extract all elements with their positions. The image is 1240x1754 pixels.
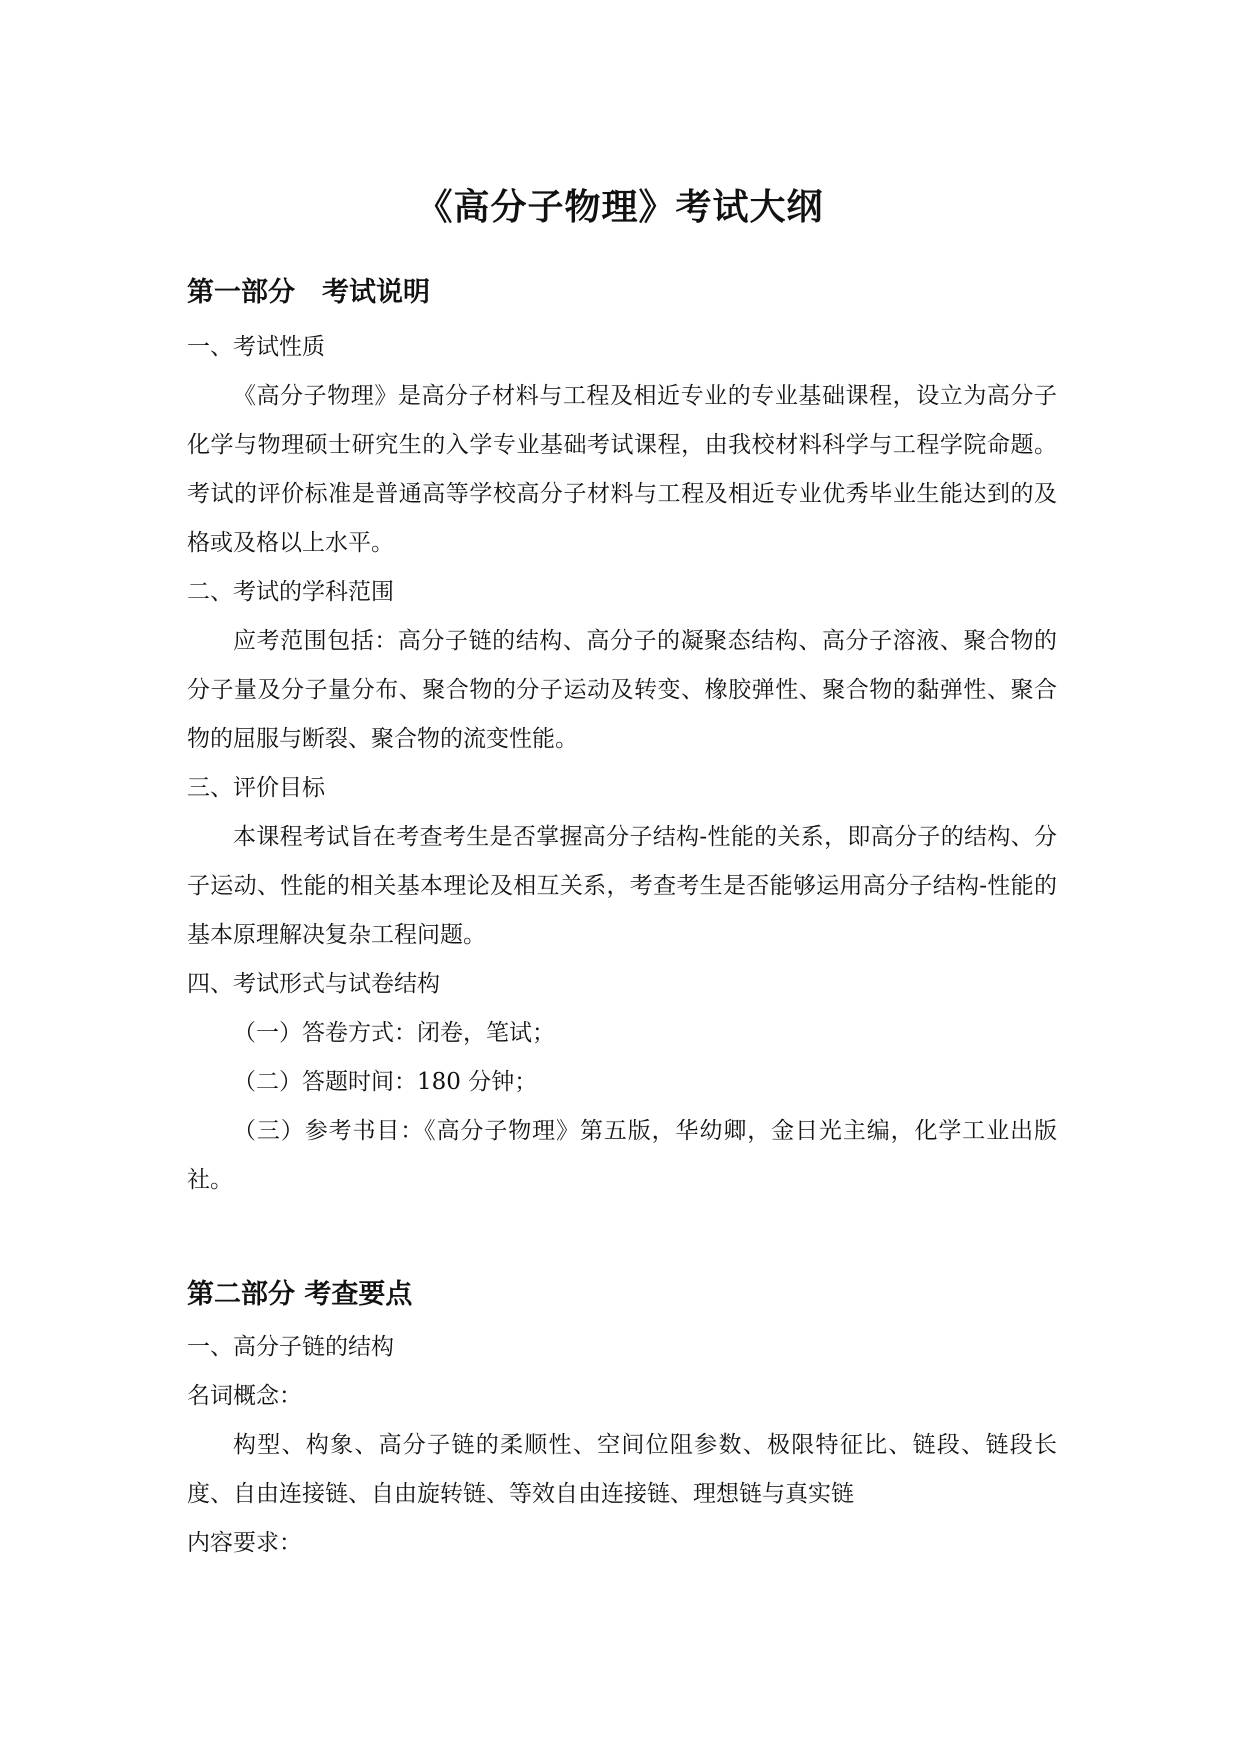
- paragraph-evaluation-objectives: 本课程考试旨在考查考生是否掌握高分子结构-性能的关系，即高分子的结构、分子运动、性能的相关基本理论及相互关系，考查考生是否能够运用高分子结构-性能的基本原理解决复杂工程问题。: [187, 824, 1057, 948]
- part-2-heading: 第二部分 考查要点: [187, 1279, 413, 1310]
- terms-label: 名词概念：: [187, 1383, 302, 1409]
- paragraph-exam-scope: 应考范围包括：高分子链的结构、高分子的凝聚态结构、高分子溶液、聚合物的分子量及分子量分布、聚合物的分子运动及转变、橡胶弹性、聚合物的黏弹性、聚合物的屈服与断裂、聚合物的流变性能。: [187, 628, 1057, 752]
- section-exam-format: [187, 960, 1057, 1205]
- document-title: 《高分子物理》考试大纲: [416, 187, 824, 229]
- section-exam-scope: [187, 568, 1057, 764]
- section-heading-exam-format: 四、考试形式与试卷结构: [187, 971, 440, 997]
- section-heading-evaluation-objectives: 三、评价目标: [187, 775, 325, 801]
- section-exam-nature: [187, 323, 1057, 568]
- section-polymer-chain-structure: [187, 1323, 1057, 1568]
- terms-list: 构型、构象、高分子链的柔顺性、空间位阻参数、极限特征比、链段、链段长度、自由连接链、自由旋转链、等效自由连接链、理想链与真实链: [187, 1432, 1057, 1507]
- section-heading-polymer-chain-structure: 一、高分子链的结构: [187, 1334, 394, 1360]
- list-item-answer-duration: （二）答题时间：180 分钟；: [233, 1069, 538, 1095]
- section-evaluation-objectives: [187, 764, 1057, 960]
- list-item-reference-book: （三）参考书目：《高分子物理》第五版，华幼卿，金日光主编，化学工业出版社。: [187, 1118, 1057, 1193]
- part-1-heading: 第一部分 考试说明: [187, 277, 430, 308]
- document-body: [187, 271, 1057, 1568]
- requirements-label: 内容要求：: [187, 1530, 302, 1556]
- section-heading-exam-scope: 二、考试的学科范围: [187, 579, 394, 605]
- list-item-answer-method: （一）答卷方式：闭卷，笔试；: [233, 1020, 555, 1046]
- paragraph-exam-nature: 《高分子物理》是高分子材料与工程及相近专业的专业基础课程，设立为高分子化学与物理硕士研究生的入学专业基础考试课程，由我校材料科学与工程学院命题。考试的评价标准是普通高等学校高分子材料与工程及相近专业优秀毕业生能达到的及格或及格以上水平。: [187, 383, 1057, 556]
- section-heading-exam-nature: 一、考试性质: [187, 334, 325, 360]
